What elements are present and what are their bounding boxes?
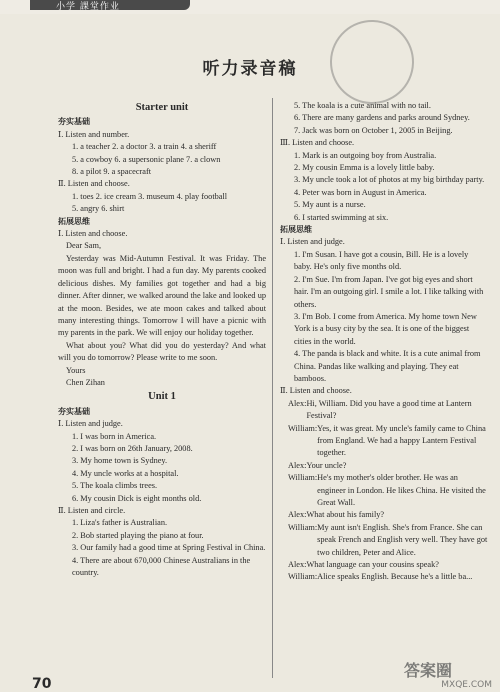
watermark-text: 答案圈 bbox=[404, 661, 453, 680]
speaker-name: Alex: bbox=[288, 560, 307, 570]
left-column bbox=[58, 100, 266, 579]
section-heading: 夯实基础 bbox=[58, 406, 90, 416]
list-item: 4. There are about 670,000 Chinese Australians in the country. bbox=[72, 555, 251, 578]
speaker-text: My aunt isn't English. She's from France. She can speak French and English very well. They have got two children, Peter and Alice. bbox=[317, 522, 488, 557]
speaker-name: William: bbox=[288, 522, 318, 532]
header-bar bbox=[0, 0, 500, 14]
watermark-logo bbox=[404, 658, 494, 688]
exercise-heading: Ⅰ. Listen and judge. bbox=[280, 237, 345, 247]
list-item: 3. I'm Bob. I come from America. My home town New York is a busy city by the sea. It is one of the biggest cities in the world. bbox=[294, 311, 477, 346]
watermark-url: MXQE.COM bbox=[441, 680, 492, 690]
exercise-heading: Ⅰ. Listen and choose. bbox=[58, 229, 128, 239]
speaker-text: Hi, William. Did you have a good time at Lantern Festival? bbox=[306, 398, 472, 421]
list-item: 4. Peter was born in August in America. bbox=[294, 187, 427, 197]
header-label: 小学 課堂作业 bbox=[56, 2, 120, 12]
section-heading: 夯实基础 bbox=[58, 117, 90, 127]
dialogue-line bbox=[280, 398, 488, 423]
dialogue-line bbox=[280, 522, 488, 559]
starter-unit-title: Starter unit bbox=[135, 102, 189, 113]
dialogue-line bbox=[280, 571, 488, 583]
list-item: 3. My uncle took a lot of photos at my big birthday party. bbox=[294, 175, 485, 185]
list-item: 5. The koala climbs trees. bbox=[72, 481, 158, 491]
speaker-name: Alex: bbox=[288, 510, 307, 520]
list-item: 1. I was born in America. bbox=[72, 431, 157, 441]
list-item: 8. a pilot 9. a spacecraft bbox=[72, 167, 152, 177]
dialogue-line bbox=[280, 559, 488, 571]
speaker-text: Yes, it was great. My uncle's family came to China from England. We had a happy Lantern Festival together. bbox=[317, 423, 486, 458]
list-item: 1. Liza's father is Australian. bbox=[72, 518, 168, 528]
list-item: 4. My uncle works at a hospital. bbox=[72, 468, 179, 478]
speaker-name: Alex: bbox=[288, 460, 307, 470]
exercise-heading: Ⅰ. Listen and judge. bbox=[58, 419, 123, 429]
page-title: 听力录音稿 bbox=[202, 59, 298, 79]
letter-paragraph: Yesterday was Mid-Autumn Festival. It was Friday. The moon was full and bright. I had a fun day. My parents cooked delicious dishes. My families got together and had a big dinner. After dinner, we walked around the lake and looked up at the moon. Besides, we ate moon cakes and talked about many interesting things. Tomorrow I will have a picnic with my parents in the park. We will enjoy our holiday together. bbox=[58, 253, 266, 338]
list-item: 5. angry 6. shirt bbox=[72, 204, 125, 214]
list-item: 6. There are many gardens and parks around Sydney. bbox=[294, 113, 470, 123]
list-item: 2. My cousin Emma is a lovely little baby. bbox=[294, 163, 435, 173]
list-item: 1. a teacher 2. a doctor 3. a train 4. a sheriff bbox=[72, 142, 217, 152]
list-item: 5. My aunt is a nurse. bbox=[294, 200, 366, 210]
list-item: 3. My home town is Sydney. bbox=[72, 456, 168, 466]
section-heading: 拓展思维 bbox=[58, 216, 90, 226]
exercise-heading: Ⅰ. Listen and number. bbox=[58, 129, 130, 139]
letter-signer: Chen Zihan bbox=[66, 377, 105, 387]
speaker-name: William: bbox=[288, 473, 318, 483]
speaker-text: What language can your cousins speak? bbox=[306, 560, 439, 570]
letter-greeting: Dear Sam, bbox=[66, 241, 102, 251]
section-heading: 拓展思维 bbox=[280, 225, 312, 235]
list-item: 6. My cousin Dick is eight months old. bbox=[72, 493, 202, 503]
list-item: 7. Jack was born on October 1, 2005 in Beijing. bbox=[294, 125, 453, 135]
dialogue-line bbox=[280, 509, 488, 521]
list-item: 1. toes 2. ice cream 3. museum 4. play football bbox=[72, 191, 228, 201]
speaker-name: William: bbox=[288, 572, 318, 582]
list-item: 2. I'm Sue. I'm from Japan. I've got big eyes and short hair. I'm an outgoing girl. I smile a lot. I like talking with others. bbox=[294, 274, 484, 309]
speaker-text: What about his family? bbox=[306, 510, 385, 520]
exercise-heading: Ⅱ. Listen and circle. bbox=[58, 506, 126, 515]
list-item: 1. Mark is an outgoing boy from Australia. bbox=[294, 150, 437, 160]
page-number: 70 bbox=[32, 676, 52, 692]
list-item: 1. I'm Susan. I have got a cousin, Bill. He is a lovely baby. He's only five months old. bbox=[294, 249, 469, 272]
unit1-title: Unit 1 bbox=[148, 391, 176, 403]
speaker-text: Your uncle? bbox=[306, 460, 347, 470]
letter-closing: Yours bbox=[66, 365, 86, 375]
exercise-heading: Ⅱ. Listen and choose. bbox=[58, 179, 130, 189]
list-item: 6. I started swimming at six. bbox=[294, 212, 389, 222]
list-item: 5. a cowboy 6. a supersonic plane 7. a clown bbox=[72, 154, 221, 164]
speaker-text: He's my mother's older brother. He was an engineer in London. He likes China. He visited the Great Wall. bbox=[317, 473, 486, 507]
right-column bbox=[280, 100, 488, 584]
dialogue-line bbox=[280, 472, 488, 509]
list-item: 3. Our family had a good time at Spring Festival in China. bbox=[72, 543, 266, 553]
letter-paragraph: What about you? What did you do yesterday? And what will you do tomorrow? Please write to me soon. bbox=[58, 340, 266, 363]
column-divider bbox=[272, 98, 273, 678]
exercise-heading: Ⅲ. Listen and choose. bbox=[280, 138, 355, 148]
dialogue-line bbox=[280, 460, 488, 472]
exercise-heading: Ⅱ. Listen and choose. bbox=[280, 386, 352, 396]
dialogue-line bbox=[280, 423, 488, 460]
list-item: 2. I was born on 26th January, 2008. bbox=[72, 443, 193, 453]
list-item: 5. The koala is a cute animal with no tail. bbox=[294, 101, 431, 110]
speaker-text: Alice speaks English. Because he's a little ba... bbox=[317, 572, 473, 582]
speaker-name: Alex: bbox=[288, 398, 307, 408]
list-item: 4. The panda is black and white. It is a cute animal from China. Pandas like walking and playing. They eat bamboos. bbox=[294, 349, 481, 383]
list-item: 2. Bob started playing the piano at four. bbox=[72, 530, 204, 540]
speaker-name: William: bbox=[288, 423, 318, 433]
